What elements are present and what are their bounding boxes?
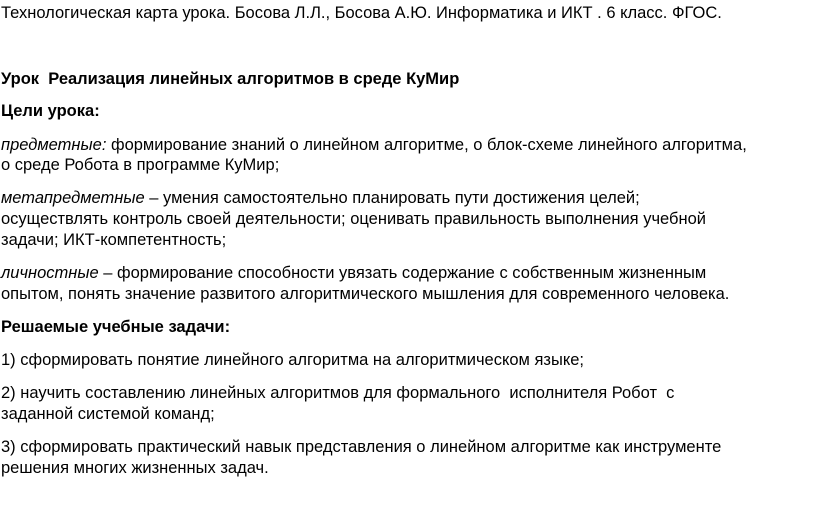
task-2-line-2: заданной системой команд; xyxy=(1,405,215,423)
goal-subject-text: формирование знаний о линейном алгоритме, о блок-схеме линейного алгоритма, xyxy=(106,136,747,154)
goal-subject-line-1 xyxy=(1,135,747,155)
goal-subject-line-2: о среде Робота в программе КуМир; xyxy=(1,156,280,174)
lesson-title: Урок Реализация линейных алгоритмов в среде КуМир xyxy=(1,70,460,88)
goal-subject-label: предметные: xyxy=(1,136,107,154)
goal-meta-text: – умения самостоятельно планировать пути достижения целей; xyxy=(144,189,640,207)
goal-personal-line-1 xyxy=(1,263,706,283)
goals-heading: Цели урока: xyxy=(1,102,100,120)
task-1: 1) сформировать понятие линейного алгоритма на алгоритмическом языке; xyxy=(1,351,584,369)
goal-meta-line-1 xyxy=(1,188,640,208)
goal-personal-line-2: опытом, понять значение развитого алгоритмического мышления для современного человека. xyxy=(1,285,730,303)
task-2-line-1: 2) научить составлению линейных алгоритмов для формального исполнителя Робот с xyxy=(1,384,675,402)
goal-meta-label: метапредметные xyxy=(1,189,145,207)
goal-meta-line-2: осуществлять контроль своей деятельности; оценивать правильность выполнения учебной xyxy=(1,210,706,228)
goal-personal-text: – формирование способности увязать содержание с собственным жизненным xyxy=(98,264,707,282)
task-3-line-1: 3) сформировать практический навык представления о линейном алгоритме как инструменте xyxy=(1,438,722,456)
goal-meta-line-3: задачи; ИКТ-компетентность; xyxy=(1,231,227,249)
tasks-heading: Решаемые учебные задачи: xyxy=(1,318,231,336)
goal-personal-label: личностные xyxy=(1,264,99,282)
document-header: Технологическая карта урока. Босова Л.Л., Босова А.Ю. Информатика и ИКТ . 6 класс. ФГОС. xyxy=(1,4,722,22)
task-3-line-2: решения многих жизненных задач. xyxy=(1,459,269,477)
